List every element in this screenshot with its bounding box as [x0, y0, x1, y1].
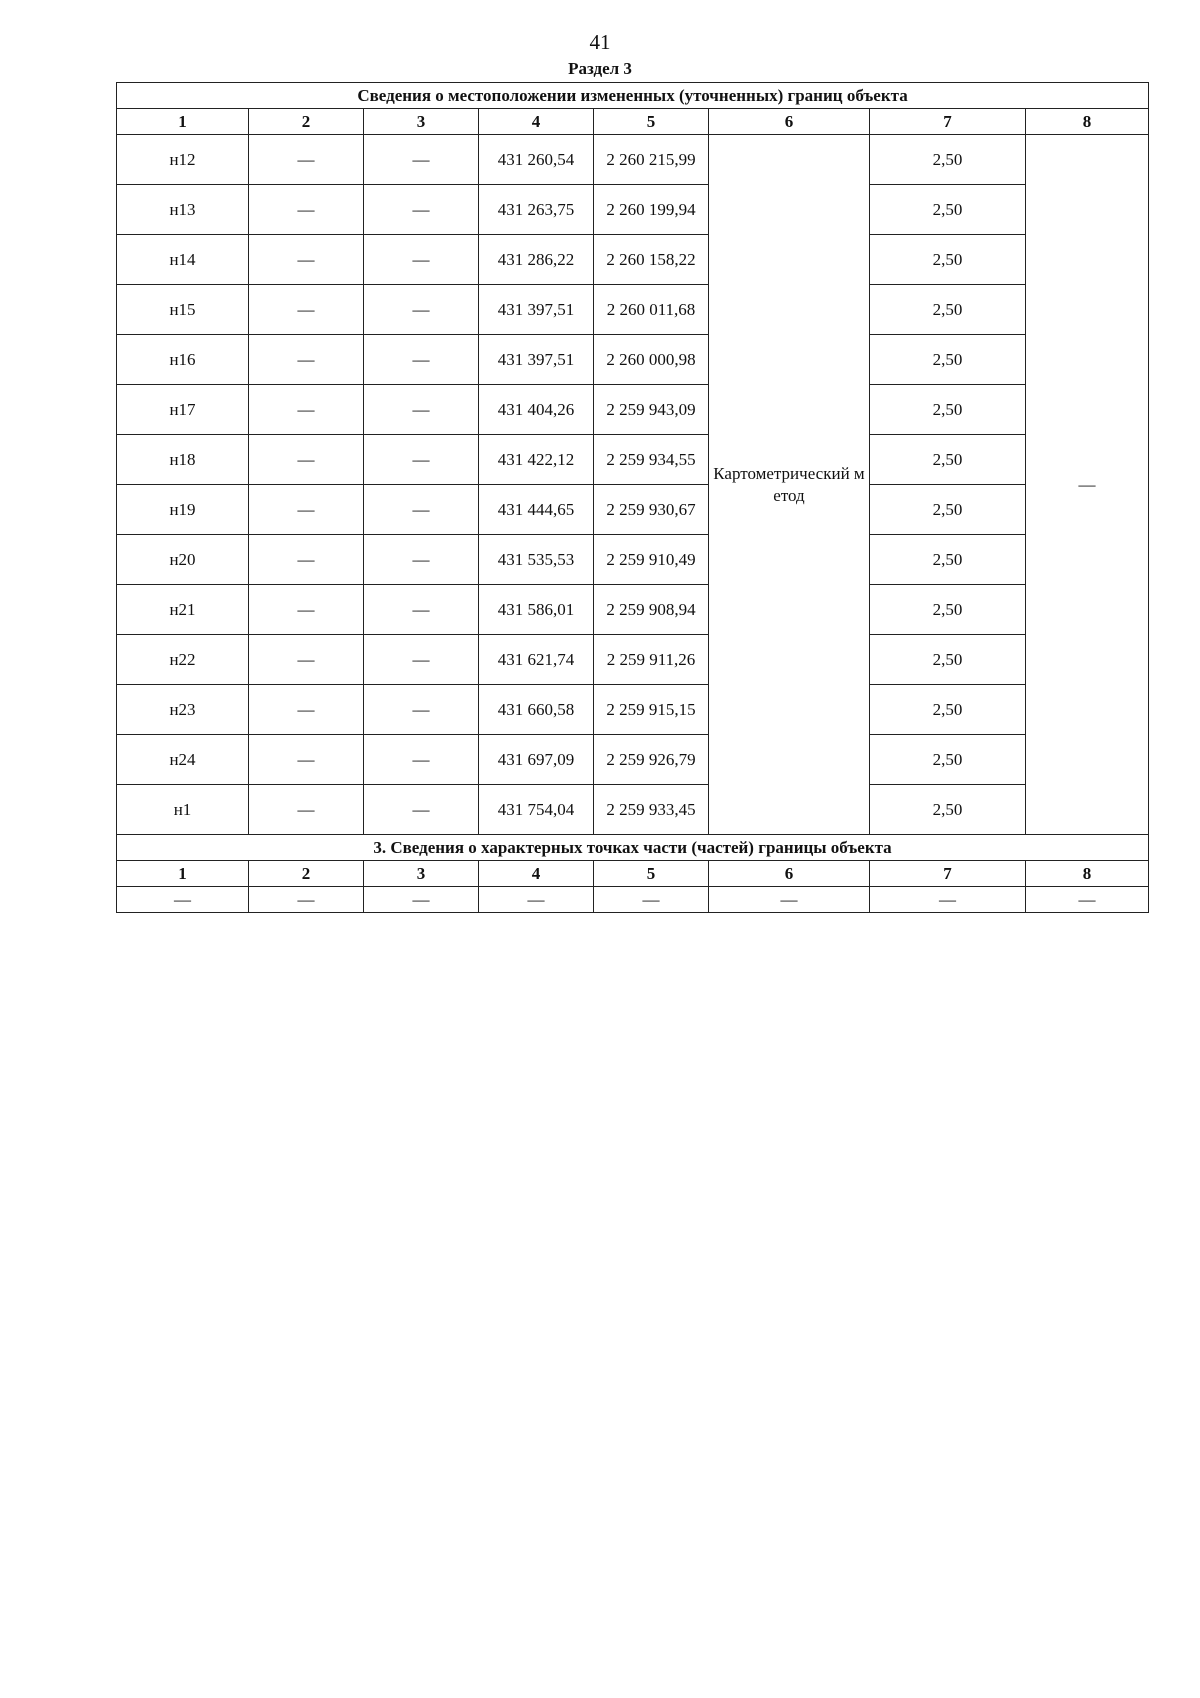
accuracy-cell: 2,50	[870, 685, 1026, 735]
point-id-cell: н20	[117, 535, 249, 585]
column-header-4: 4	[479, 861, 594, 887]
point-id-cell: н14	[117, 235, 249, 285]
x-coordinate-cell: 431 422,12	[479, 435, 594, 485]
point-id-cell: н12	[117, 135, 249, 185]
table-row	[117, 285, 1149, 335]
empty-cell: —	[1026, 887, 1149, 913]
empty-cell: —	[364, 887, 479, 913]
column-header-3: 3	[364, 861, 479, 887]
column-header-3: 3	[364, 109, 479, 135]
table-row	[117, 385, 1149, 435]
x-coordinate-cell: 431 397,51	[479, 335, 594, 385]
coordinates-table	[116, 82, 1149, 913]
x-coordinate-cell: 431 444,65	[479, 485, 594, 535]
accuracy-cell: 2,50	[870, 135, 1026, 185]
table1-column-header-row	[117, 109, 1149, 135]
table-row	[117, 185, 1149, 235]
accuracy-cell: 2,50	[870, 385, 1026, 435]
accuracy-cell: 2,50	[870, 285, 1026, 335]
column-header-1: 1	[117, 861, 249, 887]
table-row	[117, 685, 1149, 735]
table1-caption: Сведения о местоположении измененных (уточненных) границ объекта	[117, 83, 1149, 109]
y-coordinate-cell: 2 259 930,67	[594, 485, 709, 535]
table2-row	[117, 887, 1149, 913]
column-header-8: 8	[1026, 109, 1149, 135]
table-row	[117, 585, 1149, 635]
accuracy-cell: 2,50	[870, 235, 1026, 285]
col2-cell: —	[249, 585, 364, 635]
col3-cell: —	[364, 785, 479, 835]
accuracy-cell: 2,50	[870, 335, 1026, 385]
x-coordinate-cell: 431 754,04	[479, 785, 594, 835]
column-header-5: 5	[594, 861, 709, 887]
column-header-6: 6	[709, 861, 870, 887]
point-id-cell: н22	[117, 635, 249, 685]
table-row	[117, 235, 1149, 285]
x-coordinate-cell: 431 397,51	[479, 285, 594, 335]
point-id-cell: н18	[117, 435, 249, 485]
accuracy-cell: 2,50	[870, 635, 1026, 685]
point-id-cell: н13	[117, 185, 249, 235]
col3-cell: —	[364, 535, 479, 585]
x-coordinate-cell: 431 586,01	[479, 585, 594, 635]
x-coordinate-cell: 431 621,74	[479, 635, 594, 685]
y-coordinate-cell: 2 260 215,99	[594, 135, 709, 185]
y-coordinate-cell: 2 259 911,26	[594, 635, 709, 685]
col2-cell: —	[249, 135, 364, 185]
point-id-cell: н17	[117, 385, 249, 435]
point-id-cell: н19	[117, 485, 249, 535]
col3-cell: —	[364, 335, 479, 385]
accuracy-cell: 2,50	[870, 785, 1026, 835]
col3-cell: —	[364, 135, 479, 185]
y-coordinate-cell: 2 259 926,79	[594, 735, 709, 785]
table-row	[117, 335, 1149, 385]
table-row	[117, 635, 1149, 685]
col2-cell: —	[249, 535, 364, 585]
table-row	[117, 135, 1149, 185]
point-id-cell: н15	[117, 285, 249, 335]
col3-cell: —	[364, 685, 479, 735]
table-row	[117, 535, 1149, 585]
empty-cell: —	[117, 887, 249, 913]
col2-cell: —	[249, 285, 364, 335]
col2-cell: —	[249, 435, 364, 485]
y-coordinate-cell: 2 260 000,98	[594, 335, 709, 385]
col3-cell: —	[364, 485, 479, 535]
col2-cell: —	[249, 185, 364, 235]
y-coordinate-cell: 2 259 908,94	[594, 585, 709, 635]
col2-cell: —	[249, 685, 364, 735]
x-coordinate-cell: 431 260,54	[479, 135, 594, 185]
table-row	[117, 435, 1149, 485]
table2-caption: 3. Сведения о характерных точках части (частей) границы объекта	[117, 835, 1149, 861]
col2-cell: —	[249, 385, 364, 435]
method-cell: Картометрический метод	[709, 135, 870, 835]
column-header-1: 1	[117, 109, 249, 135]
table2-column-header-row	[117, 861, 1149, 887]
col2-cell: —	[249, 735, 364, 785]
x-coordinate-cell: 431 286,22	[479, 235, 594, 285]
point-id-cell: н16	[117, 335, 249, 385]
y-coordinate-cell: 2 259 933,45	[594, 785, 709, 835]
col3-cell: —	[364, 735, 479, 785]
empty-cell: —	[249, 887, 364, 913]
col3-cell: —	[364, 235, 479, 285]
point-id-cell: н23	[117, 685, 249, 735]
x-coordinate-cell: 431 535,53	[479, 535, 594, 585]
col2-cell: —	[249, 235, 364, 285]
x-coordinate-cell: 431 697,09	[479, 735, 594, 785]
col2-cell: —	[249, 785, 364, 835]
col2-cell: —	[249, 635, 364, 685]
column-header-2: 2	[249, 861, 364, 887]
col3-cell: —	[364, 385, 479, 435]
column-header-7: 7	[870, 861, 1026, 887]
y-coordinate-cell: 2 260 199,94	[594, 185, 709, 235]
point-id-cell: н1	[117, 785, 249, 835]
col3-cell: —	[364, 435, 479, 485]
col2-cell: —	[249, 485, 364, 535]
section-title: Раздел 3	[568, 59, 632, 78]
column-header-7: 7	[870, 109, 1026, 135]
table-row	[117, 785, 1149, 835]
empty-cell: —	[594, 887, 709, 913]
column-header-6: 6	[709, 109, 870, 135]
y-coordinate-cell: 2 259 915,15	[594, 685, 709, 735]
y-coordinate-cell: 2 259 943,09	[594, 385, 709, 435]
col3-cell: —	[364, 185, 479, 235]
col3-cell: —	[364, 585, 479, 635]
accuracy-cell: 2,50	[870, 585, 1026, 635]
table-row	[117, 735, 1149, 785]
x-coordinate-cell: 431 404,26	[479, 385, 594, 435]
accuracy-cell: 2,50	[870, 185, 1026, 235]
col2-cell: —	[249, 335, 364, 385]
point-id-cell: н21	[117, 585, 249, 635]
column-header-8: 8	[1026, 861, 1149, 887]
column-header-5: 5	[594, 109, 709, 135]
column-header-4: 4	[479, 109, 594, 135]
empty-cell: —	[479, 887, 594, 913]
y-coordinate-cell: 2 259 934,55	[594, 435, 709, 485]
accuracy-cell: 2,50	[870, 535, 1026, 585]
x-coordinate-cell: 431 263,75	[479, 185, 594, 235]
accuracy-cell: 2,50	[870, 735, 1026, 785]
col3-cell: —	[364, 635, 479, 685]
page-number: 41	[589, 30, 611, 54]
y-coordinate-cell: 2 259 910,49	[594, 535, 709, 585]
col8-cell: —	[1026, 135, 1149, 835]
point-id-cell: н24	[117, 735, 249, 785]
y-coordinate-cell: 2 260 158,22	[594, 235, 709, 285]
empty-cell: —	[870, 887, 1026, 913]
col3-cell: —	[364, 285, 479, 335]
accuracy-cell: 2,50	[870, 435, 1026, 485]
column-header-2: 2	[249, 109, 364, 135]
x-coordinate-cell: 431 660,58	[479, 685, 594, 735]
table-row	[117, 485, 1149, 535]
empty-cell: —	[709, 887, 870, 913]
accuracy-cell: 2,50	[870, 485, 1026, 535]
y-coordinate-cell: 2 260 011,68	[594, 285, 709, 335]
